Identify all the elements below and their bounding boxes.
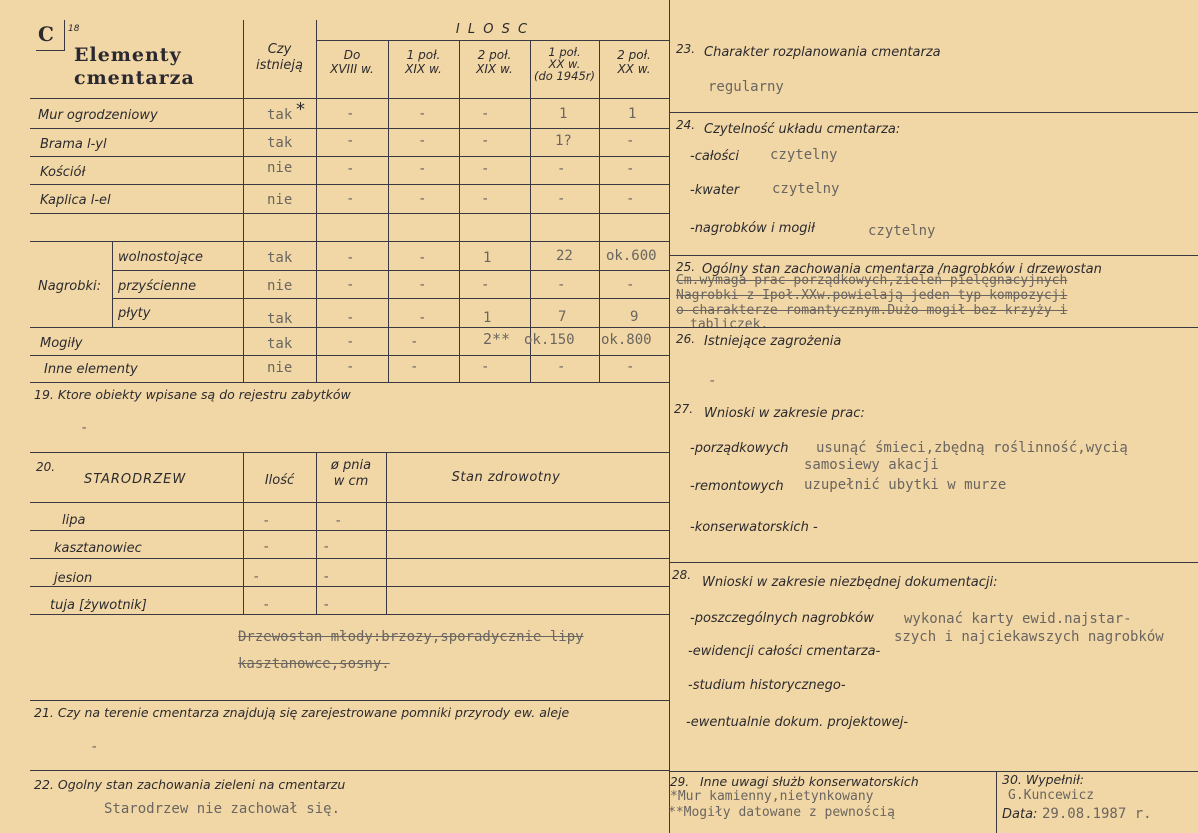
cell-value: 9 — [630, 309, 639, 325]
asterisk-mark: * — [296, 99, 305, 120]
grid-line — [30, 770, 669, 771]
ilosc-underline — [316, 40, 669, 41]
cell-value: - — [418, 106, 427, 122]
cell-value: - — [626, 133, 635, 149]
row-exists: nie — [267, 160, 293, 176]
s25-line2: Nagrobki z Ipoł.XXw.powielają jeden typ kompozycji — [676, 288, 1068, 303]
row-exists: nie — [267, 278, 293, 294]
grid-line — [669, 771, 1198, 772]
cell-value: - — [346, 133, 355, 149]
s20-col-qty: Ilość — [264, 473, 295, 488]
tree-qty: - — [262, 539, 271, 555]
grid-line — [30, 452, 669, 453]
grid-line — [316, 452, 317, 614]
tree-name: jesion — [54, 571, 93, 586]
s26-number: 26. — [676, 332, 696, 346]
col-1pol-xix: 1 poł. XIX w. — [405, 48, 442, 77]
grid-line — [30, 327, 669, 328]
s28-number: 28. — [672, 568, 692, 582]
s29-number: 29. — [670, 775, 690, 789]
s27-number: 27. — [674, 402, 694, 416]
s27-konserw-label: -konserwatorskich - — [690, 520, 818, 535]
grid-line — [30, 502, 669, 503]
col-2pol-xx: 2 poł. XX w. — [617, 48, 651, 77]
grid-line — [243, 452, 244, 614]
card-number: 18 — [68, 24, 80, 34]
grid-line — [30, 700, 669, 701]
s20-col-state: Stan zdrowotny — [451, 470, 561, 485]
cell-value: - — [626, 359, 635, 375]
cell-value: - — [626, 191, 635, 207]
cell-value: - — [481, 161, 490, 177]
grid-line — [386, 452, 387, 614]
cell-value: - — [346, 310, 355, 326]
s24-calosci-value: czytelny — [770, 147, 838, 163]
s25-line4: tabliczek. — [690, 317, 769, 332]
grid-line — [112, 241, 113, 327]
cell-value: - — [418, 250, 427, 266]
cell-value: - — [481, 106, 490, 122]
grid-line — [112, 298, 669, 299]
grid-line — [30, 184, 669, 185]
s20-col-name: STARODRZEW — [84, 472, 187, 487]
grid-line — [530, 40, 531, 382]
s30-date-value: 29.08.1987 r. — [1042, 806, 1152, 822]
tree-diam: - — [322, 539, 331, 555]
row-label: wolnostojące — [118, 250, 203, 265]
cell-value: - — [418, 277, 427, 293]
s19-label: 19. Ktore obiekty wpisane są do rejestru zabytków — [34, 387, 351, 402]
cell-value: 1 — [559, 106, 568, 122]
s22-label: 22. Ogolny stan zachowania zieleni na cmentarzu — [34, 777, 346, 792]
tree-name: tuja [żywotnik] — [50, 598, 147, 613]
cell-value: 1 — [483, 310, 492, 326]
s28-posz-label: -poszczególnych nagrobków — [690, 611, 874, 626]
tree-diam: - — [322, 597, 331, 613]
grid-line — [30, 156, 669, 157]
cell-value: - — [418, 161, 427, 177]
grid-line — [599, 40, 600, 382]
s26-value: - — [708, 373, 717, 389]
row-label: Mogiły — [40, 336, 83, 351]
grid-line — [669, 255, 1198, 256]
cell-value: ok.150 — [524, 332, 575, 348]
s27-porz-value1: usunąć śmieci,zbędną roślinność,wycią — [816, 440, 1128, 456]
card-letter: C — [38, 22, 54, 46]
tree-name: kasztanowiec — [54, 541, 142, 556]
cell-value: - — [346, 250, 355, 266]
s24-calosci-label: -całości — [690, 149, 740, 164]
grid-line — [30, 382, 669, 383]
row-label: płyty — [118, 306, 151, 321]
grid-line — [30, 614, 669, 615]
s24-nagrobkow-label: -nagrobków i mogił — [690, 221, 815, 236]
s24-number: 24. — [676, 118, 696, 132]
row-label: Inne elementy — [44, 362, 138, 377]
grid-line — [996, 771, 997, 833]
col-xviii: Do XVIII w. — [330, 48, 374, 77]
grid-line — [459, 40, 460, 382]
cell-value: 1 — [628, 106, 637, 122]
col-2pol-xix: 2 poł. XIX w. — [476, 48, 513, 77]
s28-stud-label: -studium historycznego- — [688, 678, 846, 693]
s24-kwater-value: czytelny — [772, 181, 840, 197]
s25-line3: o charakterze romantycznym.Dużo mogił bez krzyży i — [676, 303, 1068, 318]
cell-value: - — [410, 359, 419, 375]
s29-label: Inne uwagi służb konserwatorskich — [700, 774, 919, 789]
cell-value: - — [557, 161, 566, 177]
cell-value: 2** — [483, 330, 511, 348]
tree-diam: - — [322, 569, 331, 585]
title-line2: cmentarza — [74, 67, 195, 89]
s25-label: Ogólny stan zachowania cmentarza /nagrobków i drzewostan — [702, 262, 1102, 277]
s19-value: - — [80, 420, 89, 436]
s27-remont-value: uzupełnić ubytki w murze — [804, 477, 1007, 493]
s20-col-diam: ø pnia w cm — [330, 458, 372, 489]
s21-label: 21. Czy na terenie cmentarza znajdują się zarejestrowane pomniki przyrody ew. aleje — [34, 705, 570, 720]
s26-label: Istniejące zagrożenia — [704, 334, 842, 349]
cell-value: - — [346, 359, 355, 375]
cell-value: - — [557, 191, 566, 207]
cell-value: - — [481, 191, 490, 207]
center-divider — [669, 0, 670, 833]
tree-qty: - — [252, 569, 261, 585]
row-exists: tak — [267, 311, 293, 327]
cell-value: - — [481, 133, 490, 149]
s29-line1: *Mur kamienny,nietynkowany — [670, 789, 874, 804]
s21-value: - — [90, 739, 99, 755]
s20-note-line2: kasztanowce,sosny. — [238, 656, 390, 672]
s27-label: Wnioski w zakresie prac: — [704, 406, 865, 421]
title-line1: Elementy — [74, 44, 182, 66]
s23-label: Charakter rozplanowania cmentarza — [704, 45, 941, 60]
s28-posz-value1: wykonać karty ewid.najstar- — [904, 611, 1132, 627]
nagrobki-label: Nagrobki: — [38, 279, 102, 294]
s23-number: 23. — [676, 42, 696, 56]
s27-porz-label: -porządkowych — [690, 441, 789, 456]
grid-line — [669, 327, 1198, 328]
s28-label: Wnioski w zakresie niezbędnej dokumentacji: — [702, 575, 998, 590]
cell-value: - — [626, 161, 635, 177]
cell-value: - — [481, 359, 490, 375]
s23-value: regularny — [708, 79, 784, 95]
cell-value: - — [418, 133, 427, 149]
s24-kwater-label: -kwater — [690, 183, 740, 198]
row-label: Mur ogrodzeniowy — [38, 108, 158, 123]
row-exists: tak — [267, 135, 293, 151]
cell-value: - — [626, 277, 635, 293]
row-label: Brama l-yl — [40, 137, 107, 152]
s28-ewid-label: -ewidencji całości cmentarza- — [688, 644, 881, 659]
s25-number: 25. — [676, 260, 696, 274]
cell-value: - — [418, 191, 427, 207]
cell-value: - — [346, 161, 355, 177]
s27-porz-value2: samosiewy akacji — [804, 457, 939, 473]
s28-ewent-label: -ewentualnie dokum. projektowej- — [686, 715, 909, 730]
s22-value: Starodrzew nie zachował się. — [104, 801, 341, 817]
tree-name: lipa — [62, 513, 86, 528]
cell-value: ok.600 — [606, 248, 657, 264]
grid-line — [30, 586, 669, 587]
row-exists: tak — [267, 250, 293, 266]
grid-line — [30, 241, 669, 242]
s25-line1: Cm.wymaga prac porządkowych,zieleń pielęgnacyjnych — [676, 273, 1068, 288]
s24-label: Czytelność układu cmentarza: — [704, 122, 901, 137]
cell-value: - — [418, 310, 427, 326]
s30-label: 30. Wypełnił: — [1002, 772, 1085, 787]
row-label: przyścienne — [118, 279, 197, 294]
s30-date-label: Data: — [1002, 807, 1038, 822]
row-label: Kościół — [40, 165, 86, 180]
grid-line — [30, 128, 669, 129]
col-1pol-xx: 1 poł. XX w. (do 1945r) — [534, 45, 595, 84]
s20-note-line1: Drzewostan młody:brzozy,sporadycznie lipy — [238, 629, 584, 645]
cell-value: - — [346, 106, 355, 122]
cell-value: - — [557, 359, 566, 375]
grid-line — [388, 40, 389, 382]
row-exists: tak — [267, 336, 293, 352]
grid-line — [30, 98, 669, 99]
row-exists: nie — [267, 192, 293, 208]
cell-value: 1? — [555, 133, 572, 149]
tree-qty: - — [262, 513, 271, 529]
grid-line — [112, 270, 669, 271]
grid-line — [30, 558, 669, 559]
cell-value: - — [346, 191, 355, 207]
s30-name: G.Kuncewicz — [1008, 788, 1095, 803]
cell-value: 22 — [556, 248, 573, 264]
cell-value: - — [346, 277, 355, 293]
grid-line — [30, 213, 669, 214]
cell-value: - — [557, 277, 566, 293]
tree-qty: - — [262, 597, 271, 613]
row-exists: nie — [267, 360, 293, 376]
row-exists: tak — [267, 107, 293, 123]
cell-value: 1 — [483, 250, 492, 266]
s28-posz-value2: szych i najciekawszych nagrobków — [894, 629, 1164, 645]
cell-value: - — [346, 334, 355, 350]
s29-line2: **Mogiły datowane z pewnością — [668, 805, 895, 820]
grid-line — [30, 530, 669, 531]
grid-line — [669, 112, 1198, 113]
col-ilosc: I L O S C — [455, 22, 530, 37]
grid-line — [30, 355, 669, 356]
cell-value: 7 — [558, 309, 567, 325]
col-exists: Czy istnieją — [256, 42, 303, 73]
cell-value: - — [481, 277, 490, 293]
s24-nagrobkow-value: czytelny — [868, 223, 936, 239]
cell-value: ok.800 — [601, 332, 652, 348]
s27-remont-label: -remontowych — [690, 479, 784, 494]
row-label: Kaplica l-el — [40, 193, 111, 208]
s20-number: 20. — [36, 460, 56, 474]
grid-line — [243, 20, 244, 382]
grid-line — [669, 562, 1198, 563]
cell-value: - — [410, 334, 419, 350]
tree-diam: - — [334, 513, 343, 529]
